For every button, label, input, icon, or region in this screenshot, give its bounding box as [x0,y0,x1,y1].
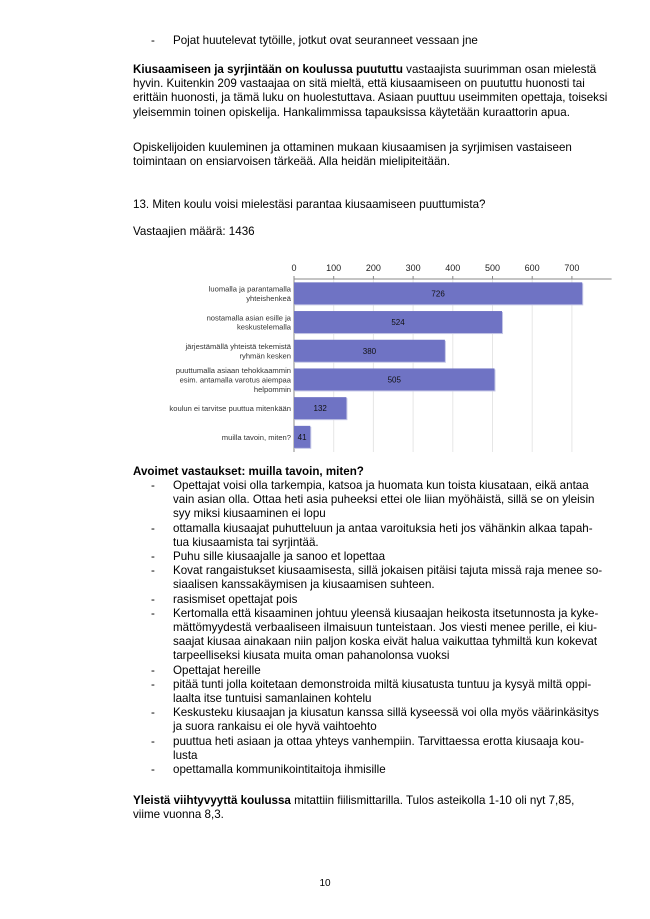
answer-line: Puhu sille kiusaajalle ja sanoo et lopettaa [173,550,386,564]
answer-line: Kertomalla että kisaaminen johtuu yleensä kiusaajan heikosta itsetunnosta ja kyke- [173,606,599,620]
bullet-dash: - [151,706,155,720]
tick-label: 0 [291,263,297,273]
tick-label: 200 [365,263,381,273]
answer-line: saajat kiusaa ainakaan niin paljon koska eivät halua vaikuttaa tyhmiltä kun kokevat [173,635,598,649]
answer-line: vain asian olla. Ottaa heti asia puheeksi ettei ole liian myöhäistä, sillä se on yleisin [173,493,595,507]
answer-line: rasismiset opettajat pois [173,592,298,606]
bold-lead: Kiusaamiseen ja syrjintään on koulussa puututtu [133,63,403,76]
open-answer-item [133,735,619,763]
answer-line: puuttua heti asiaan ja ottaa yhteys vanhempiin. Tarvittaessa erotta kiusaaja kou- [173,734,584,748]
open-answer-item [133,607,619,664]
open-answer-item [133,763,619,777]
answer-line: syy miksi kiusaaminen ei lopu [173,507,326,521]
tick-label: 400 [445,263,461,273]
category-label: järjestämällä yhteistä tekemistä [185,342,291,352]
page-number: 10 [319,878,331,889]
category-label: muilla tavoin, miten? [221,432,291,442]
bar-chart [133,258,613,456]
open-answer-item [133,593,619,607]
bullet-dash: - [151,734,155,748]
paragraph-bullying-intervention: Kiusaamiseen ja syrjintään on koulussa puututtu vastaajista suurimman osan mielestä hyvin. Kuitenkin 209 vastaajaa on sitä mieltä, että kiusaamiseen on puututtu huonosti tai erittäin huonosti, ja tämä luku on huolestuttava. Asiaan puuttuu useimmiten opettaja, toiseksi yleisemmin toinen opiskelija. Hankalimmissa tapauksissa käytetään kuraattorin apua. [133,63,608,119]
bar-value-label: 132 [313,404,327,414]
bar-value-label: 380 [362,346,377,356]
category-label: koulun ei tarvitse puuttua mitenkään [169,404,291,414]
bar-value-label: 524 [391,318,405,328]
paragraph-wellbeing: Yleistä viihtyvyyttä koulussa mitattiin fiilismittarilla. Tulos asteikolla 1-10 oli nyt 7,85, viime vuonna 8,3. [133,794,575,822]
category-label: luomalla ja parantamalla [208,284,291,294]
answer-line: Opettajat voisi olla tarkempia, katsoa ja huomata kun toista kiusataan, eikä antaa [173,479,589,492]
category-label: helpommin [253,384,291,394]
open-answer-item [133,550,619,564]
respondent-count: Vastaajien määrä: 1436 [133,225,255,238]
bullet-dash: - [151,521,155,535]
bar-value-label: 505 [387,375,401,385]
answer-line: ottamalla kiusaajat puhutteluun ja antaa varoituksia heti jos vähänkin alkaa tapah- [173,521,593,535]
answer-line: Kovat rangaistukset kiusaamisesta, sillä jokaisen pitäisi tajuta missä raja menee so- [173,564,603,578]
open-answer-item [133,564,619,592]
open-answer-item [133,522,619,550]
answer-line: Keskusteku kiusaajan ja kiusatun kanssa sillä kyseessä voi olla myös väärinkäsitys [173,706,599,720]
category-label: nostamalla asian esille ja [206,313,291,323]
answer-line: pitää tunti jolla koitetaan demonstroida miltä kiusatusta tuntuu ja kysyä miltä oppi- [173,677,592,691]
category-label: esim. antamalla varotus aiempaa [179,375,291,385]
answer-line: opettamalla kommunikointitaitoja ihmisille [173,763,386,777]
tick-label: 100 [326,263,342,273]
open-answers-list [133,479,619,777]
tick-label: 500 [484,263,501,273]
answer-line: laalta itse tuntuisi samanlainen kohtelu [173,692,372,706]
category-label: ryhmän kesken [239,351,291,361]
answer-line: lusta [173,748,198,762]
category-label: yhteishenkeä [246,294,291,303]
tick-label: 300 [405,263,421,273]
list-item: - Pojat huutelevat tytöille, jotkut ovat seuranneet vessaan jne [151,34,478,47]
answer-line: tarpeelliseksi kiusata muita oman pahanolonsa vuoksi [173,649,450,663]
category-label: keskustelemalla [236,322,291,332]
bullet-dash: - [151,550,155,564]
open-answers-heading: Avoimet vastaukset: muilla tavoin, miten? [133,465,364,478]
bullet-dash: - [151,763,155,777]
open-answer-item [133,706,619,734]
tick-label: 600 [524,263,540,273]
category-label: puuttumalla asiaan tehokkaammin [175,366,291,376]
open-answer-item [133,678,619,706]
bullet-dash: - [151,663,155,677]
top-bullet-list [133,34,619,48]
answer-line: tua kiusaamista tai syrjintää. [173,535,319,549]
bullet-dash: - [151,606,155,620]
answer-line: mättömyydestä verbaaliseen ilmaisuun tunteistaan. Jos viesti menee perille, ei kiu- [173,621,598,635]
answer-line: Opettajat hereille [173,663,261,677]
question-heading: 13. Miten koulu voisi mielestäsi parantaa kiusaamiseen puuttumista? [133,198,486,211]
open-answer-item [133,479,619,522]
bar-value-label: 41 [297,432,307,442]
bullet-dash: - [151,592,155,606]
open-answer-item [133,664,619,678]
chart-svg [133,258,613,456]
paragraph-student-involvement: Opiskelijoiden kuuleminen ja ottaminen mukaan kiusaamisen ja syrjimisen vastaiseen toimintaan on ensiarvoisen tärkeää. Alla heidän mielipiteitään. [133,141,572,169]
bullet-dash: - [151,564,155,578]
tick-label: 700 [564,263,580,273]
bullet-dash: - [151,677,155,691]
bullet-dash: - [151,479,155,492]
answer-line: ja suora rankaisu ei ole hyvä vaihtoehto [173,720,377,734]
bar-value-label: 726 [431,289,445,299]
answer-line: siaalisen kanssakäymisen ja kiusaamisen suhteen. [173,578,435,592]
bold-lead: Yleistä viihtyvyyttä koulussa [133,794,291,807]
